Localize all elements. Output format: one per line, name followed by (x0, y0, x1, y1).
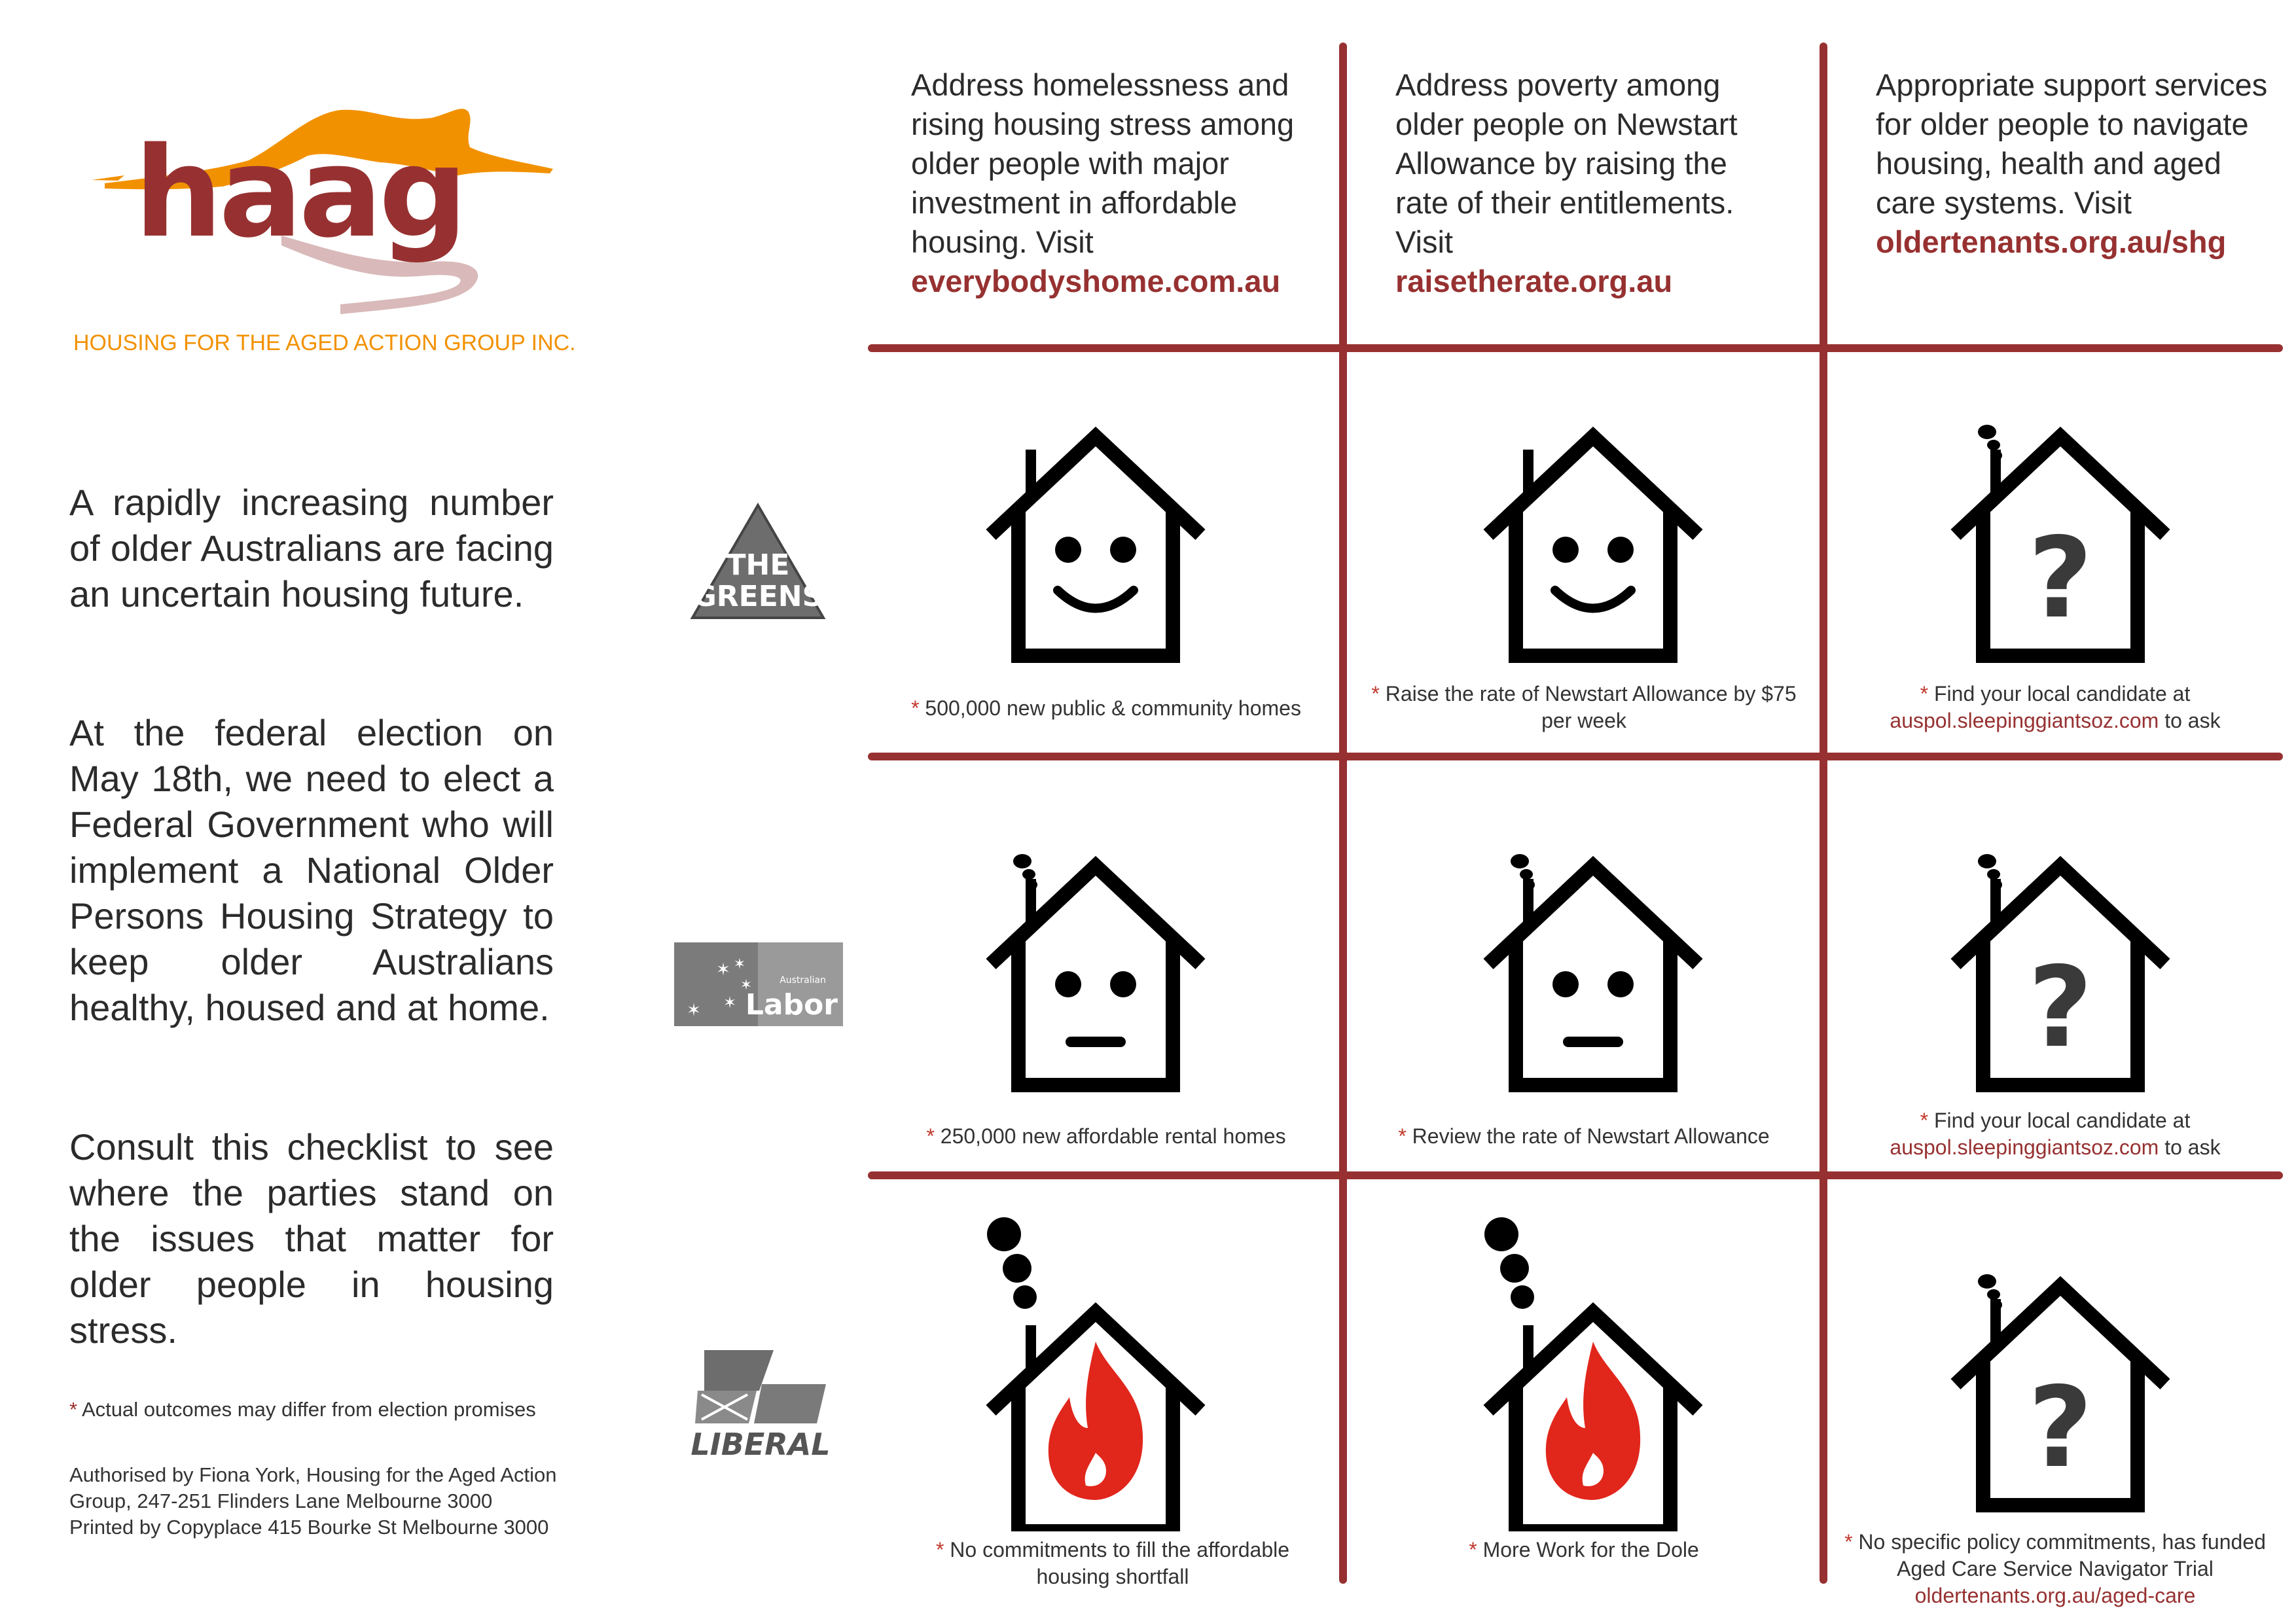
column-header-poverty (1395, 65, 1775, 301)
question-house-icon (1943, 401, 2178, 675)
labor-logo-name: Labor (745, 988, 838, 1022)
intro-paragraph-1: A rapidly increasing number of older Australians are facing an uncertain housing future. (69, 482, 554, 615)
svg-text:✶: ✶ (740, 976, 753, 993)
caption-labor-housing (877, 1123, 1335, 1150)
grid-horizontal-line-3 (868, 1171, 2283, 1179)
caption-star: * (1398, 1124, 1407, 1148)
caption-text: Review the rate of Newstart Allowance (1412, 1124, 1770, 1148)
disclaimer (69, 1397, 567, 1423)
svg-text:✶: ✶ (723, 994, 737, 1012)
caption-link[interactable]: oldertenants.org.au/aged-care (1914, 1584, 2196, 1607)
svg-text:✶: ✶ (716, 959, 730, 979)
column-header-text: Address homelessness and rising housing stress among older people with major investment in affordable housing. Visit (911, 67, 1295, 259)
caption-text: 250,000 new affordable rental homes (940, 1124, 1286, 1148)
grid-vertical-line-2 (1820, 43, 1827, 1584)
svg-text:?: ? (2028, 1363, 2093, 1493)
column-header-link[interactable]: everybodyshome.com.au (911, 264, 1281, 298)
printed-by: Printed by Copyplace 415 Bourke St Melbourne 3000 (69, 1516, 549, 1539)
caption-text: Raise the rate of Newstart Allowance by $75 per week (1385, 682, 1797, 732)
svg-text:?: ? (2028, 514, 2093, 643)
liberal-logo-name: LIBERAL (691, 1427, 831, 1462)
svg-text:✶: ✶ (687, 1000, 701, 1020)
caption-liberal-support (1833, 1529, 2278, 1609)
question-house-icon (1943, 1250, 2178, 1525)
column-header-link[interactable]: raisetherate.org.au (1395, 264, 1673, 298)
caption-link[interactable]: auspol.sleepinggiantsoz.com (1890, 1135, 2159, 1159)
intro-paragraph-3: Consult this checklist to see where the parties stand on the issues that matter for older people in housing stress. (69, 1126, 554, 1351)
caption-text-after: to ask (2164, 709, 2221, 732)
caption-star: * (1920, 682, 1929, 705)
grid-vertical-line-1 (1339, 43, 1347, 1584)
labor-logo (674, 942, 843, 1026)
grid-horizontal-line-2 (868, 753, 2283, 760)
column-header-text: Appropriate support services for older people to navigate housing, health and aged care systems. Visit (1876, 67, 2268, 220)
logo-tagline: HOUSING FOR THE AGED ACTION GROUP INC. (73, 330, 576, 355)
disclaimer-text: Actual outcomes may differ from election promises (81, 1398, 536, 1421)
caption-star: * (1371, 682, 1380, 705)
caption-labor-poverty (1361, 1123, 1806, 1150)
neutral-house-icon (978, 830, 1213, 1105)
caption-text-after: to ask (2164, 1135, 2221, 1159)
svg-text:?: ? (2028, 943, 2093, 1073)
caption-text: 500,000 new public & community homes (925, 696, 1301, 720)
caption-star: * (1920, 1109, 1929, 1132)
caption-text: More Work for the Dole (1482, 1538, 1699, 1561)
svg-text:✶: ✶ (733, 955, 746, 972)
caption-labor-support (1833, 1107, 2278, 1161)
caption-star: * (1469, 1538, 1477, 1561)
happy-house-icon (1475, 401, 1711, 675)
liberal-logo (689, 1345, 833, 1463)
caption-star: * (1844, 1530, 1853, 1554)
caption-liberal-housing (903, 1537, 1322, 1590)
question-house-icon (1943, 830, 2178, 1105)
caption-text: No specific policy commitments, has funded Aged Care Service Navigator Trial (1858, 1530, 2266, 1580)
caption-greens-support (1833, 681, 2278, 734)
burning-house-icon (978, 1217, 1213, 1531)
greens-logo (690, 503, 826, 620)
caption-star: * (911, 696, 920, 720)
column-header-housing (911, 65, 1304, 301)
intro-paragraph-2: At the federal election on May 18th, we need to elect a Federal Government who will implement a National Older Persons Housing Strategy to keep older Australians healthy, housed and at home. (69, 712, 554, 1028)
column-header-link[interactable]: oldertenants.org.au/shg (1876, 224, 2227, 259)
labor-logo-small: Australian (780, 975, 826, 986)
disclaimer-star: * (69, 1398, 78, 1421)
column-header-support (1876, 65, 2282, 262)
caption-text: No commitments to fill the affordable housing shortfall (950, 1538, 1290, 1588)
column-header-text: Address poverty among older people on Newstart Allowance by raising the rate of their entitlements. Visit (1395, 67, 1738, 259)
caption-text: Find your local candidate at (1934, 1109, 2191, 1132)
happy-house-icon (978, 401, 1213, 675)
caption-text: Find your local candidate at (1934, 682, 2191, 705)
caption-link[interactable]: auspol.sleepinggiantsoz.com (1890, 709, 2159, 732)
caption-liberal-poverty (1361, 1537, 1806, 1563)
caption-star: * (926, 1124, 935, 1148)
authorisation-block (69, 1462, 567, 1541)
grid-horizontal-line-1 (868, 344, 2283, 352)
logo-word: haag (134, 120, 464, 265)
greens-logo-line1: THE (726, 548, 790, 582)
caption-star: * (935, 1538, 944, 1561)
caption-greens-housing (877, 695, 1335, 722)
caption-greens-poverty (1361, 681, 1806, 734)
greens-logo-line2: GREENS (692, 580, 823, 613)
neutral-house-icon (1475, 830, 1711, 1105)
authorised-by: Authorised by Fiona York, Housing for the Aged Action Group, 247-251 Flinders Lane Melbourne 3000 (69, 1463, 557, 1512)
burning-house-icon (1475, 1217, 1711, 1531)
